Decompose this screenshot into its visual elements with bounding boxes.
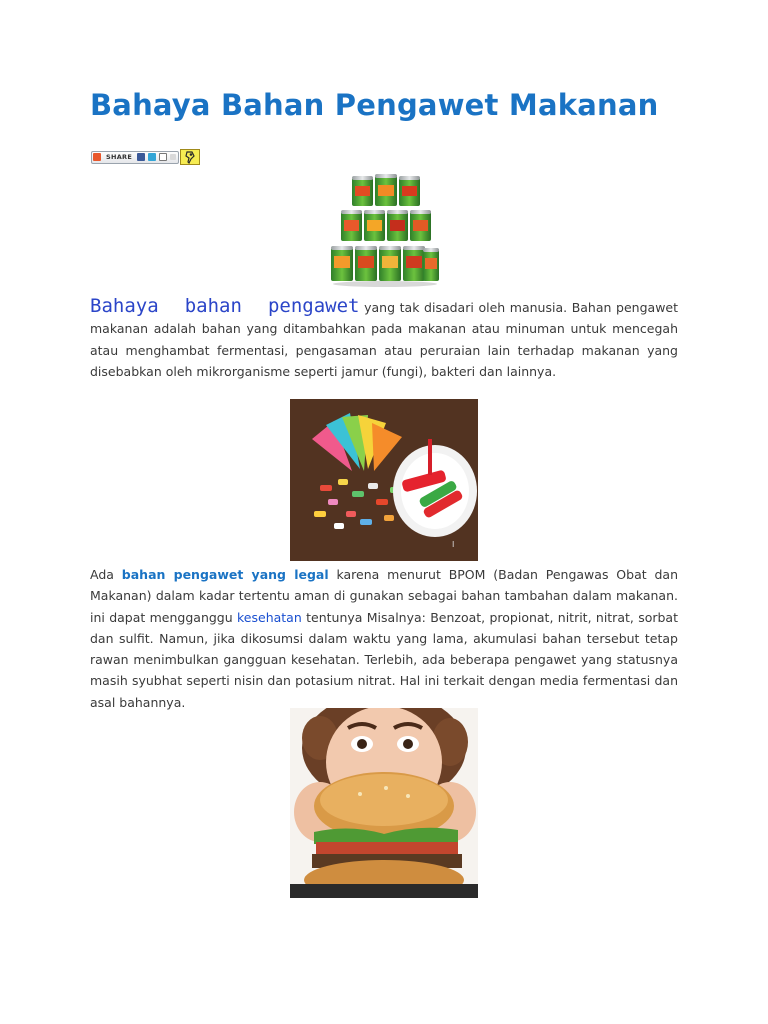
share-bar: [91, 150, 200, 164]
intro-paragraph: [90, 296, 678, 382]
intro-text: yang tak disadari oleh manusia. Bahan pengawet makanan adalah bahan yang ditambahkan pada makanan atau minuman untuk mencegah atau menghambat fermentasi, pengasaman atau peruraian lain terhadap makanan yang disebabkan oleh mikrorganisme seperti jamur (fungi), bakteri dan lainnya.: [90, 300, 679, 379]
svg-text:I: I: [452, 540, 455, 549]
email-icon[interactable]: [159, 153, 167, 161]
blogger-icon: [93, 153, 101, 161]
pin-icon[interactable]: [180, 149, 200, 165]
para2-text-b: karena menurut BPOM (Badan Pengawas Obat dan Makanan) dalam kadar tertentu aman di gunakan sebagai bahan tambahan dalam makanan. ini dapat mengganggu: [90, 567, 678, 625]
facebook-icon[interactable]: [137, 153, 145, 161]
colorful-candy-plate-image: [290, 399, 478, 561]
para2-text-a: Ada: [90, 567, 122, 582]
share-button[interactable]: [91, 151, 179, 164]
woman-eating-burger-image: [290, 708, 478, 898]
legal-preservatives-paragraph: [90, 564, 678, 713]
canned-food-pyramid-image: [328, 172, 442, 288]
health-link[interactable]: kesehatan: [237, 609, 302, 625]
para2-text-c: tentunya Misalnya: Benzoat, propionat, nitrit, nitrat, sorbat dan sulfit. Namun, jika dikosumsi dalam waktu yang lama, akumulasi bahan tersebut tetap rawan menimbulkan gangguan kesehatan. Terlebih, ada beberapa pengawet yang statusnya masih syubhat seperti nisin dan potasium nitrat. Hal ini terkait dengan media fermentasi dan asal bahannya.: [90, 609, 678, 710]
article-title: Bahaya Bahan Pengawet Makanan: [90, 88, 659, 122]
share-label: SHARE: [106, 153, 133, 161]
lead-link[interactable]: Bahaya bahan pengawet: [90, 295, 360, 317]
twitter-icon[interactable]: [148, 153, 156, 161]
legal-preservatives-link[interactable]: bahan pengawet yang legal: [121, 567, 329, 582]
more-icon[interactable]: [170, 154, 176, 160]
